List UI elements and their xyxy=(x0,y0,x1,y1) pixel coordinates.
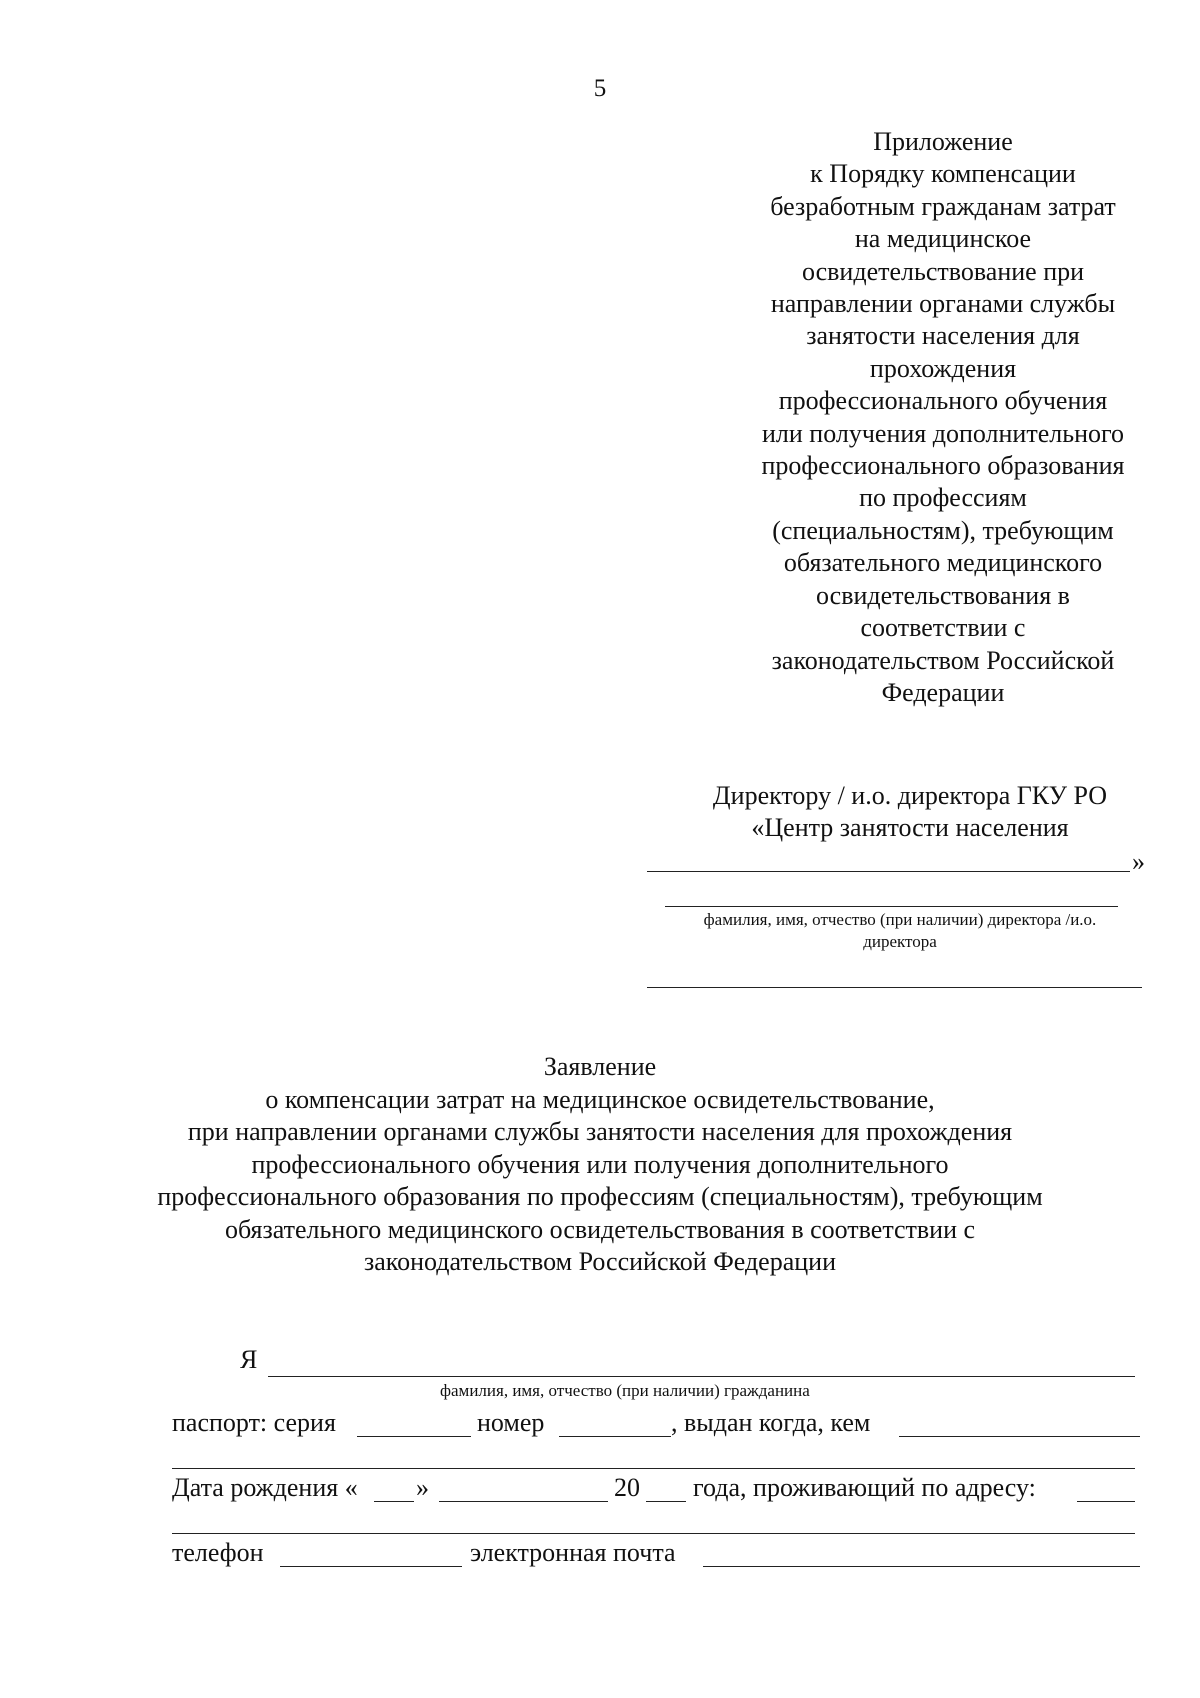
director-caption xyxy=(640,909,1160,953)
passport-number-field[interactable] xyxy=(559,1436,671,1437)
appendix-line: направлении органами службы xyxy=(770,289,1116,319)
title-line: законодательством Российской Федерации xyxy=(364,1247,836,1276)
page-number: 5 xyxy=(593,75,607,102)
email-label: электронная почта xyxy=(470,1538,676,1567)
number-label: номер xyxy=(477,1408,545,1437)
appendix-line: по профессиям xyxy=(859,483,1027,513)
appendix-line: занятости населения для xyxy=(806,321,1080,351)
i-label: Я xyxy=(240,1345,258,1374)
passport-label: паспорт: серия xyxy=(172,1408,336,1437)
birth-quote-close: » xyxy=(416,1473,429,1502)
appendix-line: профессионального образования xyxy=(761,451,1125,481)
appendix-line: или получения дополнительного xyxy=(761,418,1125,448)
appendix-header xyxy=(728,126,1158,709)
year-prefix: 20 xyxy=(614,1473,640,1502)
appendix-line: на медицинское xyxy=(854,224,1032,254)
director-name-field[interactable] xyxy=(665,906,1118,907)
issued-by-field-continuation[interactable] xyxy=(172,1468,1135,1469)
birth-year-field[interactable] xyxy=(646,1501,686,1502)
title-line: профессионального образования по профессиям (специальностям), требующим xyxy=(157,1182,1043,1211)
address-field-continuation[interactable] xyxy=(172,1533,1135,1534)
application-title xyxy=(150,1051,1050,1279)
citizen-name-field[interactable] xyxy=(268,1376,1135,1377)
appendix-line: (специальностям), требующим xyxy=(772,515,1114,545)
phone-label: телефон xyxy=(172,1538,264,1567)
appendix-line: освидетельствования в xyxy=(816,580,1070,610)
address-label: года, проживающий по адресу: xyxy=(693,1473,1036,1502)
director-caption-line: фамилия, имя, отчество (при наличии) директора /и.о. xyxy=(703,910,1097,929)
appendix-line: освидетельствование при xyxy=(801,256,1085,286)
appendix-line: прохождения xyxy=(869,353,1017,383)
phone-field[interactable] xyxy=(280,1566,462,1567)
appendix-line: безработным гражданам затрат xyxy=(770,191,1116,221)
citizen-caption: фамилия, имя, отчество (при наличии) гражданина xyxy=(440,1381,810,1400)
appendix-line: законодательством Российской xyxy=(771,645,1115,675)
birth-month-field[interactable] xyxy=(439,1501,608,1502)
director-caption-line: директора xyxy=(863,932,937,951)
title-line: обязательного медицинского освидетельствования в соответствии с xyxy=(224,1214,976,1244)
appendix-line: обязательного медицинского xyxy=(783,548,1103,578)
email-field[interactable] xyxy=(703,1566,1140,1567)
center-name-field[interactable] xyxy=(647,871,1130,872)
issued-label: , выдан когда, кем xyxy=(671,1408,871,1437)
title-line: при направлении органами службы занятости населения для прохождения xyxy=(187,1117,1013,1146)
addressee-block xyxy=(640,780,1180,844)
passport-series-field[interactable] xyxy=(357,1436,471,1437)
addressee-line: «Центр занятости населения xyxy=(751,813,1069,842)
title-line: профессионального обучения или получения дополнительного xyxy=(251,1149,949,1179)
address-field[interactable] xyxy=(1077,1501,1135,1502)
title-line: Заявление xyxy=(543,1052,657,1081)
appendix-line: Приложение xyxy=(873,127,1013,156)
appendix-line: Федерации xyxy=(881,677,1005,707)
applicant-signature-field[interactable] xyxy=(647,987,1142,988)
appendix-line: соответствии с xyxy=(860,613,1026,643)
issued-by-field[interactable] xyxy=(899,1436,1140,1437)
appendix-line: профессионального обучения xyxy=(778,386,1108,416)
title-line: о компенсации затрат на медицинское освидетельствование, xyxy=(265,1084,935,1114)
birth-day-field[interactable] xyxy=(374,1501,414,1502)
birth-date-label: Дата рождения « xyxy=(172,1473,358,1502)
addressee-line: Директору / и.о. директора ГКУ РО xyxy=(712,781,1108,810)
appendix-line: к Порядку компенсации xyxy=(810,159,1076,189)
closing-quote: » xyxy=(1132,847,1145,876)
